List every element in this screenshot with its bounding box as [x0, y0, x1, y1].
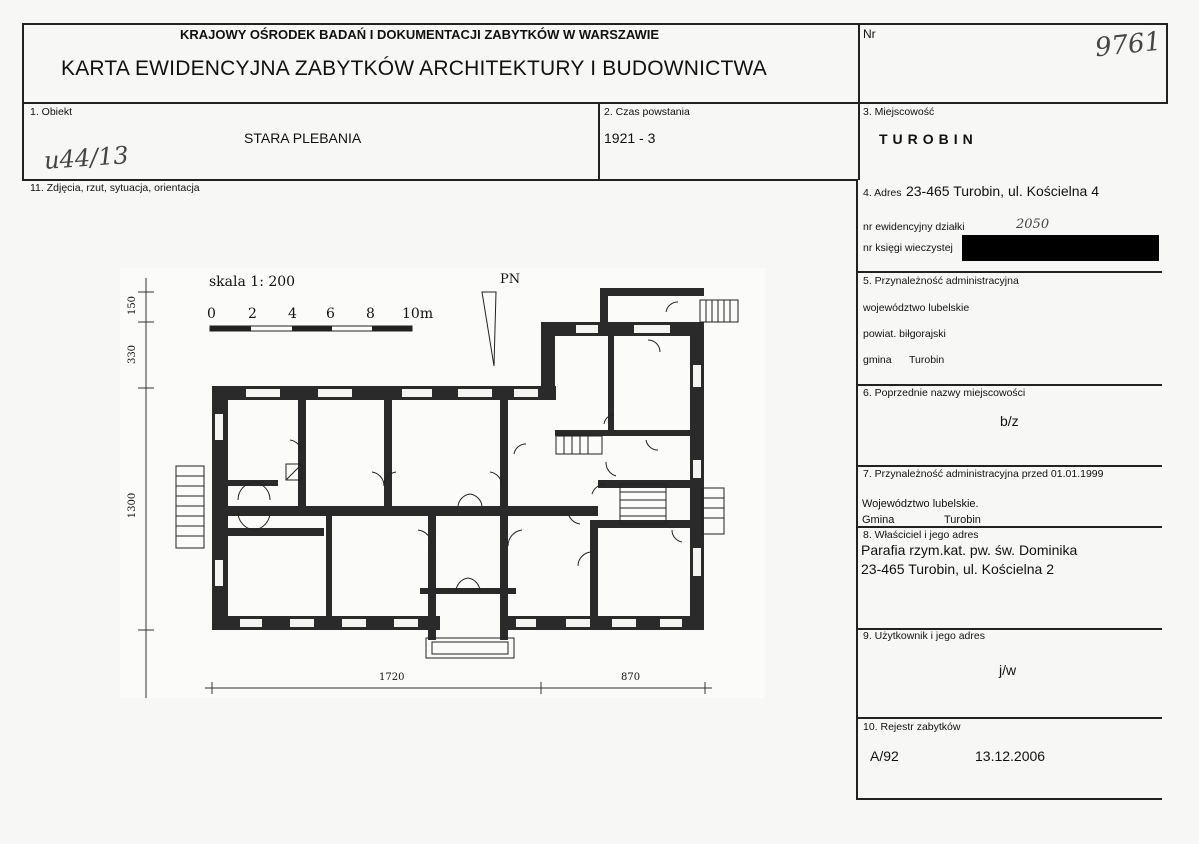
- nr-value: 9761: [1093, 26, 1163, 64]
- gmina-1999-value: Turobin: [944, 514, 981, 526]
- wlasciciel-label: 8. Właściciel i jego adres: [863, 529, 979, 541]
- poprzednie-label: 6. Poprzednie nazwy miejscowości: [863, 387, 1026, 399]
- gmina-value: Turobin: [909, 354, 945, 366]
- dim-1300: 1300: [127, 492, 139, 519]
- dzialka-value: 2050: [1016, 217, 1050, 232]
- windows: [215, 325, 701, 627]
- north-arrow: [482, 292, 496, 366]
- stairs: [176, 300, 738, 658]
- wlasciciel-line1: Parafia rzym.kat. pw. św. Dominika: [861, 542, 1078, 558]
- nr-label: Nr: [863, 27, 876, 41]
- rejestr-label: 10. Rejestr zabytków: [863, 721, 961, 733]
- zdjecia-label: 11. Zdjęcia, rzut, sytuacja, orientacja: [30, 182, 200, 194]
- uzytkownik-label: 9. Użytkownik i jego adres: [863, 630, 985, 642]
- przynaleznosc-label: 5. Przynależność administracyjna: [863, 275, 1019, 287]
- obiekt-value: STARA PLEBANIA: [244, 130, 362, 146]
- scale-tick-6: 6: [326, 306, 335, 322]
- przynaleznosc-1999-label: 7. Przynależność administracyjna przed 01.01.1999: [863, 468, 1104, 480]
- rejestr-number: A/92: [870, 748, 899, 764]
- gmina-label: gmina: [863, 354, 892, 366]
- dim-150: 150: [127, 295, 139, 316]
- dzialka-label: nr ewidencyjny działki: [863, 221, 965, 233]
- adres-value: 23-465 Turobin, ul. Kościelna 4: [905, 183, 1099, 199]
- dim-330: 330: [127, 344, 139, 365]
- dim-1720: 1720: [379, 672, 405, 683]
- miejscowosc-value: TUROBIN: [879, 131, 978, 147]
- wojewodztwo-1999-value: Województwo lubelskie.: [862, 498, 979, 510]
- scale-bar: [210, 326, 412, 331]
- institution-name: KRAJOWY OŚRODEK BADAŃ I DOKUMENTACJI ZABYTKÓW W WARSZAWIE: [180, 27, 660, 42]
- ksiega-label: nr księgi wieczystej: [863, 242, 953, 254]
- gmina-1999-label: Gmina: [862, 514, 895, 526]
- adres-label: 4. Adres: [863, 187, 902, 199]
- uzytkownik-value: j/w: [999, 662, 1017, 678]
- czas-label: 2. Czas powstania: [604, 106, 690, 118]
- plan-scale-label: skala 1: 200: [209, 274, 296, 290]
- card-title: KARTA EWIDENCYJNA ZABYTKÓW ARCHITEKTURY I BUDOWNICTWA: [61, 57, 768, 80]
- scale-tick-0: 0: [207, 306, 216, 322]
- scale-tick-8: 8: [366, 306, 375, 322]
- north-label: PN: [500, 272, 521, 287]
- wojewodztwo-value: województwo lubelskie: [863, 302, 970, 314]
- scale-tick-4: 4: [288, 306, 297, 322]
- wlasciciel-line2: 23-465 Turobin, ul. Kościelna 2: [861, 561, 1055, 577]
- scale-tick-10m: 10m: [402, 306, 434, 322]
- miejscowosc-label: 3. Miejscowość: [863, 106, 935, 118]
- scale-tick-2: 2: [248, 306, 257, 322]
- poprzednie-value: b/z: [1000, 413, 1019, 429]
- rejestr-date: 13.12.2006: [975, 748, 1046, 764]
- obiekt-label: 1. Obiekt: [30, 106, 73, 118]
- dim-870: 870: [621, 672, 641, 683]
- powiat-value: powiat. biłgorajski: [863, 328, 946, 340]
- obiekt-handwritten: u44/13: [43, 141, 130, 175]
- czas-value: 1921 - 3: [604, 130, 656, 146]
